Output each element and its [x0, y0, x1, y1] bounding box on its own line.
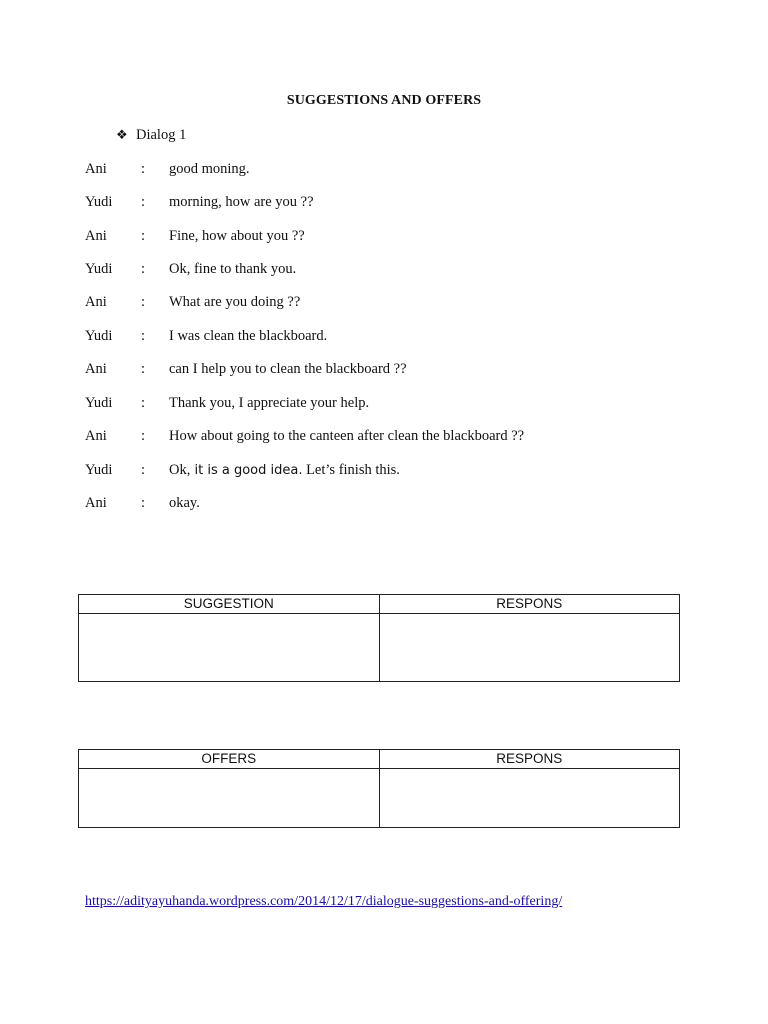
speaker-colon: :: [141, 228, 146, 244]
dialog-text: good moning.: [169, 161, 250, 177]
table-answer-row: [79, 614, 680, 682]
dialog-heading: [116, 127, 186, 144]
speaker-colon: :: [141, 328, 146, 344]
speaker-name: Yudi: [85, 395, 113, 411]
respons-column-header: RESPONS: [379, 750, 680, 769]
speaker-colon: :: [141, 161, 146, 177]
diamond-bullet-icon: ❖: [116, 127, 128, 142]
speaker-name: Ani: [85, 161, 107, 177]
speaker-name: Ani: [85, 228, 107, 244]
speaker-colon: :: [141, 495, 146, 511]
offers-column-header: OFFERS: [79, 750, 380, 769]
table-header-row: [79, 750, 680, 769]
suggestion-table: [78, 594, 680, 682]
speaker-name: Ani: [85, 495, 107, 511]
speaker-colon: :: [141, 462, 146, 478]
speaker-name: Yudi: [85, 328, 113, 344]
speaker-colon: :: [141, 361, 146, 377]
dialog-text-end: Let’s finish this.: [302, 462, 400, 478]
speaker-colon: :: [141, 261, 146, 277]
speaker-colon: :: [141, 294, 146, 310]
dialog-text: Fine, how about you ??: [169, 228, 305, 244]
dialog-text: [169, 460, 400, 481]
speaker-name: Ani: [85, 361, 107, 377]
suggestion-column-header: SUGGESTION: [79, 595, 380, 614]
speaker-colon: :: [141, 428, 146, 444]
table-header-row: [79, 595, 680, 614]
respons-answer-cell[interactable]: [379, 614, 680, 682]
dialog-text: What are you doing ??: [169, 294, 301, 310]
dialog-text: can I help you to clean the blackboard ??: [169, 361, 407, 377]
dialog-text: okay.: [169, 495, 200, 511]
speaker-name: Ani: [85, 294, 107, 310]
dialog-text: Thank you, I appreciate your help.: [169, 395, 370, 411]
speaker-name: Ani: [85, 428, 107, 444]
suggestion-answer-cell[interactable]: [79, 614, 380, 682]
dialog-text: How about going to the canteen after clean the blackboard ??: [169, 428, 525, 444]
dialog-text: Ok, fine to thank you.: [169, 261, 297, 277]
table-answer-row: [79, 769, 680, 828]
dialog-text-start: Ok,: [169, 462, 191, 478]
dialog-text: morning, how are you ??: [169, 194, 314, 210]
offers-table: [78, 749, 680, 828]
source-link[interactable]: https://adityayuhanda.wordpress.com/2014/12/17/dialogue-suggestions-and-offering/: [85, 894, 563, 909]
dialog-heading-label: Dialog 1: [136, 127, 187, 143]
dialog-text: I was clean the blackboard.: [169, 328, 328, 344]
respons-answer-cell[interactable]: [379, 769, 680, 828]
dialog-text-alt-font: it is a good idea.: [190, 463, 303, 478]
speaker-name: Yudi: [85, 462, 113, 478]
speaker-colon: :: [141, 395, 146, 411]
speaker-name: Yudi: [85, 194, 113, 210]
speaker-name: Yudi: [85, 261, 113, 277]
page-title: SUGGESTIONS AND OFFERS: [286, 93, 482, 108]
respons-column-header: RESPONS: [379, 595, 680, 614]
speaker-colon: :: [141, 194, 146, 210]
offers-answer-cell[interactable]: [79, 769, 380, 828]
